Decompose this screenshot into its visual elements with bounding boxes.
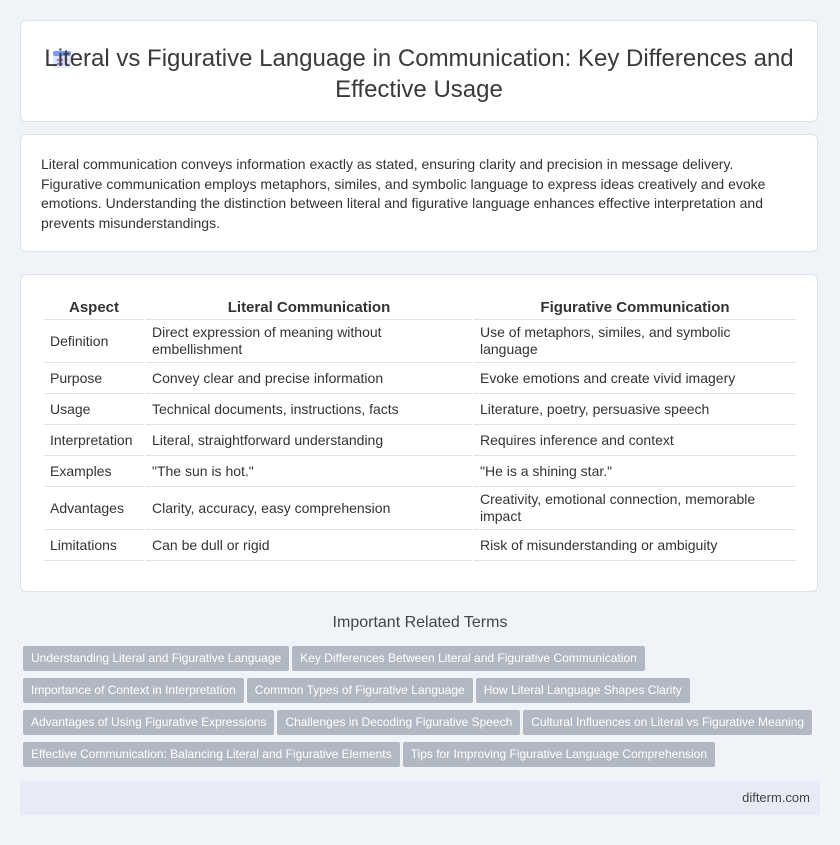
- cell-figurative: Creativity, emotional connection, memorable impact: [474, 487, 796, 530]
- related-term-tag[interactable]: How Literal Language Shapes Clarity: [476, 678, 690, 703]
- table-row: [44, 530, 796, 561]
- comparison-table: [42, 295, 798, 561]
- related-terms-list: [23, 646, 823, 774]
- comparison-card: [20, 274, 818, 592]
- table-row: [44, 363, 796, 394]
- intro-card: [20, 134, 818, 252]
- cell-aspect: Definition: [44, 320, 144, 363]
- table-row: [44, 394, 796, 425]
- footer-site-link[interactable]: difterm.com: [742, 790, 810, 805]
- cell-aspect: Examples: [44, 456, 144, 487]
- cell-literal: "The sun is hot.": [146, 456, 472, 487]
- cell-aspect: Interpretation: [44, 425, 144, 456]
- related-term-tag[interactable]: Key Differences Between Literal and Figurative Communication: [292, 646, 645, 671]
- column-header-literal: Literal Communication: [146, 295, 472, 320]
- column-header-aspect: Aspect: [44, 295, 144, 320]
- cell-figurative: Requires inference and context: [474, 425, 796, 456]
- cell-aspect: Usage: [44, 394, 144, 425]
- page-title: Literal vs Figurative Language in Communication: Key Differences and Effective Usage: [44, 45, 794, 103]
- related-term-tag[interactable]: Cultural Influences on Literal vs Figurative Meaning: [523, 710, 812, 735]
- related-term-tag[interactable]: Common Types of Figurative Language: [247, 678, 473, 703]
- related-term-tag[interactable]: Tips for Improving Figurative Language Comprehension: [403, 742, 715, 767]
- cell-figurative: Evoke emotions and create vivid imagery: [474, 363, 796, 394]
- cell-literal: Direct expression of meaning without embellishment: [146, 320, 472, 363]
- related-term-tag[interactable]: Understanding Literal and Figurative Language: [23, 646, 289, 671]
- cell-figurative: Literature, poetry, persuasive speech: [474, 394, 796, 425]
- cell-aspect: Advantages: [44, 487, 144, 530]
- cell-aspect: Purpose: [44, 363, 144, 394]
- related-term-tag[interactable]: Effective Communication: Balancing Literal and Figurative Elements: [23, 742, 400, 767]
- table-row: [44, 487, 796, 530]
- related-term-tag[interactable]: Challenges in Decoding Figurative Speech: [277, 710, 520, 735]
- related-terms-heading: Important Related Terms: [332, 614, 508, 631]
- cell-literal: Convey clear and precise information: [146, 363, 472, 394]
- footer: [20, 781, 820, 815]
- cell-literal: Clarity, accuracy, easy comprehension: [146, 487, 472, 530]
- table-row: [44, 425, 796, 456]
- header-card: [20, 20, 818, 122]
- cell-figurative: Use of metaphors, similes, and symbolic language: [474, 320, 796, 363]
- cell-aspect: Limitations: [44, 530, 144, 561]
- cell-figurative: "He is a shining star.": [474, 456, 796, 487]
- related-term-tag[interactable]: Advantages of Using Figurative Expressions: [23, 710, 274, 735]
- related-term-tag[interactable]: Importance of Context in Interpretation: [23, 678, 244, 703]
- cell-literal: Literal, straightforward understanding: [146, 425, 472, 456]
- intro-paragraph: Literal communication conveys information exactly as stated, ensuring clarity and precision in message delivery. Figurative communication employs metaphors, similes, and symbolic language to express ideas creatively and evoke emotions. Understanding the distinction between literal and figurative language enhances effective interpretation and prevents misunderstandings.: [41, 156, 766, 231]
- table-row: [44, 320, 796, 363]
- cell-literal: Can be dull or rigid: [146, 530, 472, 561]
- cell-literal: Technical documents, instructions, facts: [146, 394, 472, 425]
- table-header-row: [44, 295, 796, 320]
- cell-figurative: Risk of misunderstanding or ambiguity: [474, 530, 796, 561]
- table-row: [44, 456, 796, 487]
- column-header-figurative: Figurative Communication: [474, 295, 796, 320]
